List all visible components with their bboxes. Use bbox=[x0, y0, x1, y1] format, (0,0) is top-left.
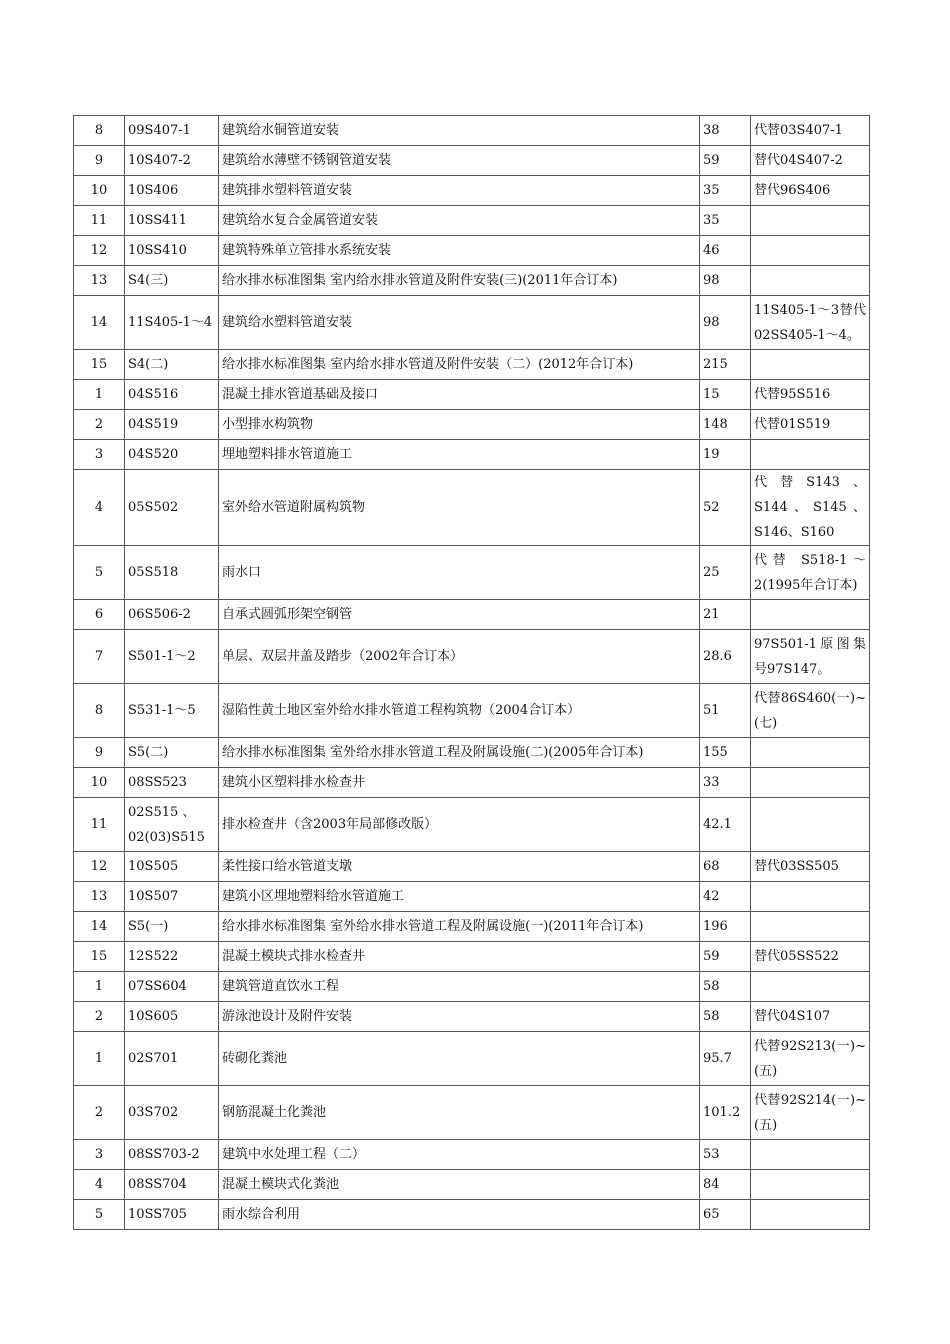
remark bbox=[751, 768, 870, 798]
remark: 97S501-1原图集号97S147。 bbox=[751, 630, 870, 684]
page-count: 38 bbox=[700, 116, 751, 146]
remark: 替代05SS522 bbox=[751, 942, 870, 972]
remark: 替代04S407-2 bbox=[751, 146, 870, 176]
atlas-code: 10SS705 bbox=[125, 1200, 219, 1230]
row-number: 8 bbox=[74, 116, 125, 146]
table-row bbox=[74, 912, 870, 942]
page-count: 59 bbox=[700, 146, 751, 176]
page-count: 51 bbox=[700, 684, 751, 738]
atlas-title: 给水排水标准图集 室外给水排水管道工程及附属设施(一)(2011年合订本) bbox=[219, 912, 700, 942]
remark bbox=[751, 798, 870, 852]
page-count: 15 bbox=[700, 380, 751, 410]
remark: 代替92S214(一)~(五) bbox=[751, 1086, 870, 1140]
table-row bbox=[74, 176, 870, 206]
atlas-title: 给水排水标准图集 室内给水排水管道及附件安装（二）(2012年合订本) bbox=[219, 350, 700, 380]
atlas-title: 湿陷性黄土地区室外给水排水管道工程构筑物（2004合订本） bbox=[219, 684, 700, 738]
atlas-code: 08SS523 bbox=[125, 768, 219, 798]
atlas-code: 04S520 bbox=[125, 440, 219, 470]
page-count: 68 bbox=[700, 852, 751, 882]
row-number: 9 bbox=[74, 146, 125, 176]
remark bbox=[751, 350, 870, 380]
remark: 代替01S519 bbox=[751, 410, 870, 440]
remark bbox=[751, 882, 870, 912]
row-number: 10 bbox=[74, 176, 125, 206]
atlas-title: 给水排水标准图集 室内给水排水管道及附件安装(三)(2011年合订本) bbox=[219, 266, 700, 296]
atlas-title: 小型排水构筑物 bbox=[219, 410, 700, 440]
page-count: 46 bbox=[700, 236, 751, 266]
table-row bbox=[74, 236, 870, 266]
row-number: 13 bbox=[74, 266, 125, 296]
row-number: 10 bbox=[74, 768, 125, 798]
page-count: 95.7 bbox=[700, 1032, 751, 1086]
atlas-code: 10S507 bbox=[125, 882, 219, 912]
table-row bbox=[74, 684, 870, 738]
remark bbox=[751, 1170, 870, 1200]
table-row bbox=[74, 600, 870, 630]
page-count: 84 bbox=[700, 1170, 751, 1200]
page-count: 52 bbox=[700, 470, 751, 546]
row-number: 1 bbox=[74, 972, 125, 1002]
atlas-title: 自承式圆弧形架空钢管 bbox=[219, 600, 700, 630]
atlas-code: 10S406 bbox=[125, 176, 219, 206]
remark: 11S405-1～3替代02SS405-1～4。 bbox=[751, 296, 870, 350]
table-row bbox=[74, 470, 870, 546]
row-number: 3 bbox=[74, 1140, 125, 1170]
table-row bbox=[74, 768, 870, 798]
page-count: 59 bbox=[700, 942, 751, 972]
atlas-code: 12S522 bbox=[125, 942, 219, 972]
row-number: 8 bbox=[74, 684, 125, 738]
atlas-title: 混凝土排水管道基础及接口 bbox=[219, 380, 700, 410]
atlas-code: 06S506-2 bbox=[125, 600, 219, 630]
atlas-code: 10SS411 bbox=[125, 206, 219, 236]
atlas-title: 钢筋混凝土化粪池 bbox=[219, 1086, 700, 1140]
table-row bbox=[74, 206, 870, 236]
table-row bbox=[74, 410, 870, 440]
remark bbox=[751, 266, 870, 296]
page-count: 42 bbox=[700, 882, 751, 912]
atlas-title: 建筑小区埋地塑料给水管道施工 bbox=[219, 882, 700, 912]
remark: 替代04S107 bbox=[751, 1002, 870, 1032]
row-number: 1 bbox=[74, 380, 125, 410]
remark: 代替S143、S144、S145、S146、S160 bbox=[751, 470, 870, 546]
page-count: 98 bbox=[700, 296, 751, 350]
standards-table bbox=[73, 115, 870, 1230]
page-count: 33 bbox=[700, 768, 751, 798]
remark bbox=[751, 206, 870, 236]
row-number: 12 bbox=[74, 852, 125, 882]
table-row bbox=[74, 440, 870, 470]
remark: 替代03SS505 bbox=[751, 852, 870, 882]
page-count: 25 bbox=[700, 546, 751, 600]
table-row bbox=[74, 942, 870, 972]
page-count: 58 bbox=[700, 1002, 751, 1032]
atlas-title: 雨水综合利用 bbox=[219, 1200, 700, 1230]
table-row bbox=[74, 1140, 870, 1170]
atlas-title: 给水排水标准图集 室外给水排水管道工程及附属设施(二)(2005年合订本) bbox=[219, 738, 700, 768]
atlas-code: 05S518 bbox=[125, 546, 219, 600]
atlas-code: S4(三) bbox=[125, 266, 219, 296]
table-row bbox=[74, 146, 870, 176]
page-count: 215 bbox=[700, 350, 751, 380]
remark: 代替92S213(一)~(五) bbox=[751, 1032, 870, 1086]
row-number: 15 bbox=[74, 942, 125, 972]
atlas-code: 02S701 bbox=[125, 1032, 219, 1086]
atlas-title: 建筑排水塑料管道安装 bbox=[219, 176, 700, 206]
table-row bbox=[74, 798, 870, 852]
row-number: 7 bbox=[74, 630, 125, 684]
atlas-title: 柔性接口给水管道支墩 bbox=[219, 852, 700, 882]
remark bbox=[751, 972, 870, 1002]
row-number: 14 bbox=[74, 296, 125, 350]
remark: 代替95S516 bbox=[751, 380, 870, 410]
remark bbox=[751, 1200, 870, 1230]
table-row bbox=[74, 1086, 870, 1140]
atlas-code: S5(二) bbox=[125, 738, 219, 768]
atlas-title: 混凝土模块式排水检查井 bbox=[219, 942, 700, 972]
row-number: 5 bbox=[74, 546, 125, 600]
row-number: 2 bbox=[74, 410, 125, 440]
page-count: 42.1 bbox=[700, 798, 751, 852]
atlas-title: 单层、双层井盖及踏步（2002年合订本） bbox=[219, 630, 700, 684]
atlas-code: 08SS704 bbox=[125, 1170, 219, 1200]
row-number: 2 bbox=[74, 1086, 125, 1140]
remark bbox=[751, 738, 870, 768]
remark: 代替 S518-1～2(1995年合订本) bbox=[751, 546, 870, 600]
page-count: 19 bbox=[700, 440, 751, 470]
atlas-code: 03S702 bbox=[125, 1086, 219, 1140]
table-row bbox=[74, 116, 870, 146]
atlas-code: 10S407-2 bbox=[125, 146, 219, 176]
page-count: 98 bbox=[700, 266, 751, 296]
atlas-title: 室外给水管道附属构筑物 bbox=[219, 470, 700, 546]
row-number: 12 bbox=[74, 236, 125, 266]
page-count: 155 bbox=[700, 738, 751, 768]
row-number: 4 bbox=[74, 1170, 125, 1200]
atlas-title: 排水检查井（含2003年局部修改版） bbox=[219, 798, 700, 852]
table-row bbox=[74, 882, 870, 912]
row-number: 9 bbox=[74, 738, 125, 768]
table-row bbox=[74, 296, 870, 350]
page-count: 35 bbox=[700, 176, 751, 206]
atlas-code: S531-1～5 bbox=[125, 684, 219, 738]
table-row bbox=[74, 266, 870, 296]
page-count: 35 bbox=[700, 206, 751, 236]
remark bbox=[751, 1140, 870, 1170]
remark bbox=[751, 912, 870, 942]
atlas-code: 10SS410 bbox=[125, 236, 219, 266]
atlas-title: 建筑给水复合金属管道安装 bbox=[219, 206, 700, 236]
page-count: 58 bbox=[700, 972, 751, 1002]
page-count: 148 bbox=[700, 410, 751, 440]
atlas-code: 02S515 、02(03)S515 bbox=[125, 798, 219, 852]
page-count: 65 bbox=[700, 1200, 751, 1230]
table-row bbox=[74, 1002, 870, 1032]
page-count: 196 bbox=[700, 912, 751, 942]
table-row bbox=[74, 350, 870, 380]
page-count: 28.6 bbox=[700, 630, 751, 684]
page-count: 101.2 bbox=[700, 1086, 751, 1140]
atlas-code: S5(一) bbox=[125, 912, 219, 942]
remark bbox=[751, 440, 870, 470]
atlas-title: 砖砌化粪池 bbox=[219, 1032, 700, 1086]
atlas-code: 10S605 bbox=[125, 1002, 219, 1032]
atlas-title: 建筑中水处理工程（二） bbox=[219, 1140, 700, 1170]
row-number: 1 bbox=[74, 1032, 125, 1086]
atlas-code: 04S516 bbox=[125, 380, 219, 410]
table-row bbox=[74, 738, 870, 768]
table-body bbox=[74, 116, 870, 1230]
row-number: 5 bbox=[74, 1200, 125, 1230]
atlas-title: 混凝土模块式化粪池 bbox=[219, 1170, 700, 1200]
table-row bbox=[74, 1170, 870, 1200]
atlas-code: 05S502 bbox=[125, 470, 219, 546]
atlas-title: 建筑特殊单立管排水系统安装 bbox=[219, 236, 700, 266]
row-number: 3 bbox=[74, 440, 125, 470]
remark bbox=[751, 236, 870, 266]
page-count: 21 bbox=[700, 600, 751, 630]
remark: 替代96S406 bbox=[751, 176, 870, 206]
table-row bbox=[74, 972, 870, 1002]
row-number: 15 bbox=[74, 350, 125, 380]
row-number: 13 bbox=[74, 882, 125, 912]
table-row bbox=[74, 852, 870, 882]
atlas-code: 09S407-1 bbox=[125, 116, 219, 146]
atlas-code: 10S505 bbox=[125, 852, 219, 882]
row-number: 11 bbox=[74, 798, 125, 852]
remark: 代替03S407-1 bbox=[751, 116, 870, 146]
atlas-title: 建筑给水塑料管道安装 bbox=[219, 296, 700, 350]
atlas-title: 建筑给水薄壁不锈钢管道安装 bbox=[219, 146, 700, 176]
atlas-title: 建筑小区塑料排水检查井 bbox=[219, 768, 700, 798]
atlas-title: 雨水口 bbox=[219, 546, 700, 600]
atlas-code: 07SS604 bbox=[125, 972, 219, 1002]
row-number: 2 bbox=[74, 1002, 125, 1032]
atlas-title: 建筑管道直饮水工程 bbox=[219, 972, 700, 1002]
remark bbox=[751, 600, 870, 630]
atlas-title: 埋地塑料排水管道施工 bbox=[219, 440, 700, 470]
atlas-code: 04S519 bbox=[125, 410, 219, 440]
table-row bbox=[74, 1032, 870, 1086]
row-number: 14 bbox=[74, 912, 125, 942]
table-row bbox=[74, 546, 870, 600]
atlas-code: S501-1～2 bbox=[125, 630, 219, 684]
row-number: 6 bbox=[74, 600, 125, 630]
atlas-code: 08SS703-2 bbox=[125, 1140, 219, 1170]
row-number: 11 bbox=[74, 206, 125, 236]
table-row bbox=[74, 1200, 870, 1230]
table-row bbox=[74, 630, 870, 684]
atlas-code: 11S405-1～4 bbox=[125, 296, 219, 350]
atlas-code: S4(二) bbox=[125, 350, 219, 380]
page-count: 53 bbox=[700, 1140, 751, 1170]
atlas-title: 建筑给水铜管道安装 bbox=[219, 116, 700, 146]
atlas-title: 游泳池设计及附件安装 bbox=[219, 1002, 700, 1032]
row-number: 4 bbox=[74, 470, 125, 546]
table-row bbox=[74, 380, 870, 410]
remark: 代替86S460(一)~(七) bbox=[751, 684, 870, 738]
